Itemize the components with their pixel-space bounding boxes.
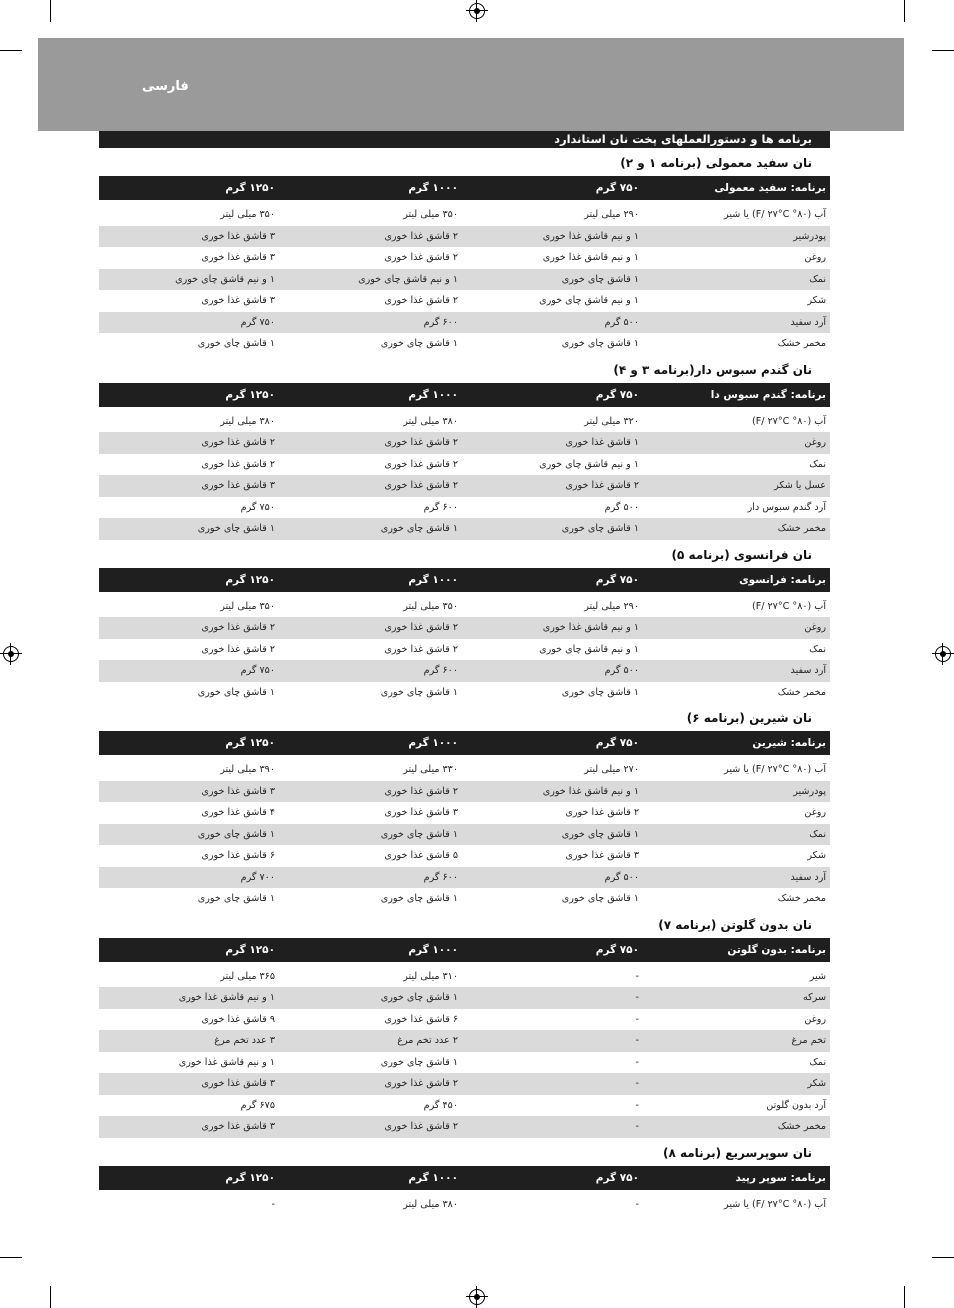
ingredient-name: آب (۸۰° F/ ۲۷°C) یا شیر	[724, 209, 826, 220]
ingredient-name: نمک	[809, 1056, 826, 1068]
ingredient-amount: ۳۲۰ میلی لیتر	[584, 415, 639, 427]
ingredient-amount: ۳ قاشق غذا خوری	[565, 850, 639, 861]
ingredient-name: سرکه	[802, 992, 826, 1003]
ingredient-amount: ۵۰۰ گرم	[604, 501, 639, 513]
table-row	[99, 1052, 830, 1074]
ingredient-name: مخمر خشک	[777, 1121, 826, 1132]
crop-mark	[932, 1257, 954, 1258]
ingredient-amount: ۲ قاشق غذا خوری	[201, 437, 275, 448]
weight-column-header: ۷۵۰ گرم	[595, 943, 639, 956]
table-row	[99, 432, 830, 454]
weight-column-header: ۱۰۰۰ گرم	[408, 388, 458, 401]
ingredient-amount: ۶ قاشق غذا خوری	[384, 1013, 458, 1025]
section-title: نان گندم سبوس دار(برنامه ۳ و ۴)	[613, 362, 812, 377]
ingredient-amount: ۱ و نیم قاشق غذا خوری	[542, 252, 639, 263]
section-title: نان فرانسوی (برنامه ۵)	[671, 547, 812, 562]
ingredient-amount: ۲ قاشق غذا خوری	[384, 437, 458, 448]
section-title: نان سفید معمولی (برنامه ۱ و ۲)	[620, 156, 812, 170]
ingredient-amount: ۹ قاشق غذا خوری	[201, 1013, 275, 1025]
table-row	[99, 518, 830, 540]
table-row	[99, 1116, 830, 1138]
table-row	[99, 497, 830, 519]
ingredient-amount: ۱ و نیم قاشق چای خوری	[539, 458, 639, 470]
table-row	[99, 867, 830, 889]
ingredient-amount: ۲۹۰ میلی لیتر	[584, 209, 639, 220]
ingredient-amount: ۳۵۰ میلی لیتر	[403, 209, 458, 220]
table-row	[99, 888, 830, 910]
ingredient-amount: ۱ قاشق چای خوری	[561, 523, 639, 534]
ingredient-name: روغن	[804, 437, 826, 448]
ingredient-amount: ۲ قاشق غذا خوری	[384, 643, 458, 655]
table-row	[99, 617, 830, 639]
table-row	[99, 966, 830, 988]
ingredient-name: نمک	[809, 458, 826, 470]
ingredient-amount: ۲ قاشق غذا خوری	[384, 458, 458, 470]
ingredient-amount: ۶۰۰ گرم	[423, 501, 458, 513]
ingredient-amount: ۳۸۰ میلی لیتر	[220, 415, 275, 427]
ingredient-name: شکر	[807, 1078, 826, 1089]
section-title: نان شیرین (برنامه ۶)	[686, 711, 812, 725]
ingredient-amount: ۲ قاشق غذا خوری	[384, 230, 458, 242]
ingredient-amount: ۲ قاشق غذا خوری	[384, 480, 458, 491]
program-name-header: برنامه: سفید معمولی	[714, 182, 826, 194]
ingredient-amount: ۱ قاشق چای خوری	[380, 523, 458, 534]
ingredient-amount: ۲ قاشق غذا خوری	[565, 807, 639, 818]
ingredient-name: شکر	[807, 295, 826, 306]
table-row	[99, 759, 830, 781]
ingredient-amount: -	[635, 1078, 639, 1089]
table-row	[99, 454, 830, 476]
table-row	[99, 312, 830, 334]
table-row	[99, 204, 830, 226]
table-row	[99, 781, 830, 803]
table-row	[99, 411, 830, 433]
weight-column-header: ۷۵۰ گرم	[595, 388, 639, 401]
ingredient-amount: ۱ قاشق غذا خوری	[565, 437, 639, 448]
ingredient-amount: ۳ قاشق غذا خوری	[201, 785, 275, 797]
ingredient-name: پودرشیر	[793, 785, 826, 797]
document-title: برنامه ها و دستورالعملهای پخت نان استاندارد	[99, 131, 830, 148]
ingredient-amount: ۲ قاشق غذا خوری	[384, 252, 458, 263]
ingredient-amount: -	[635, 1013, 639, 1025]
ingredient-amount: -	[635, 970, 639, 982]
ingredient-amount: ۳۱۰ میلی لیتر	[403, 970, 458, 982]
weight-column-header: ۱۲۵۰ گرم	[225, 573, 275, 586]
ingredient-name: آب (۸۰° F/ ۲۷°C)	[751, 600, 826, 612]
ingredient-amount: ۶۰۰ گرم	[423, 316, 458, 328]
ingredient-name: روغن	[804, 252, 826, 263]
ingredient-amount: ۵ قاشق غذا خوری	[384, 850, 458, 861]
ingredient-amount: ۳ قاشق غذا خوری	[201, 1121, 275, 1132]
ingredient-amount: -	[635, 1056, 639, 1068]
ingredient-amount: ۱ قاشق چای خوری	[380, 992, 458, 1003]
table-row	[99, 682, 830, 704]
ingredient-amount: ۳ قاشق غذا خوری	[384, 807, 458, 818]
table-row	[99, 987, 830, 1009]
ingredient-amount: ۳ قاشق غذا خوری	[201, 1078, 275, 1089]
ingredient-amount: ۲ قاشق غذا خوری	[201, 458, 275, 470]
ingredient-amount: ۲ قاشق غذا خوری	[384, 785, 458, 797]
ingredient-name: پودرشیر	[793, 230, 826, 242]
ingredient-amount: ۳۹۰ میلی لیتر	[220, 764, 275, 775]
ingredient-amount: -	[271, 1198, 275, 1210]
ingredient-amount: ۷۵۰ گرم	[240, 316, 275, 328]
ingredient-amount: ۴۵۰ گرم	[423, 1099, 458, 1111]
ingredient-amount: ۳ عدد تخم مرغ	[214, 1035, 275, 1046]
table-row	[99, 1030, 830, 1052]
registration-mark-icon	[469, 3, 485, 19]
ingredient-name: آب (۸۰° F/ ۲۷°C) یا شیر	[724, 764, 826, 775]
ingredient-amount: ۷۵۰ گرم	[240, 665, 275, 676]
ingredient-name: آرد بدون گلوتن	[766, 1099, 826, 1111]
crop-mark	[904, 0, 905, 22]
ingredient-amount: ۷۵۰ گرم	[240, 501, 275, 513]
ingredient-amount: ۲ قاشق غذا خوری	[384, 1078, 458, 1089]
ingredient-amount: ۱ قاشق چای خوری	[380, 893, 458, 904]
weight-column-header: ۱۰۰۰ گرم	[408, 182, 458, 194]
table-row	[99, 247, 830, 269]
ingredient-amount: ۲ قاشق غذا خوری	[201, 643, 275, 655]
ingredient-amount: ۱ و نیم قاشق چای خوری	[539, 295, 639, 306]
ingredient-name: نمک	[809, 273, 826, 285]
program-name-header: برنامه: بدون گلوتن	[727, 943, 826, 956]
ingredient-amount: ۱ قاشق چای خوری	[197, 686, 275, 698]
weight-column-header: ۷۵۰ گرم	[595, 573, 639, 586]
table-row	[99, 802, 830, 824]
ingredient-name: آرد سفید	[790, 316, 826, 328]
table-row	[99, 639, 830, 661]
weight-column-header: ۱۰۰۰ گرم	[408, 1171, 458, 1184]
weight-column-header: ۷۵۰ گرم	[595, 1171, 639, 1184]
table-row	[99, 333, 830, 355]
weight-column-header: ۱۲۵۰ گرم	[225, 1171, 275, 1184]
ingredient-amount: ۳ قاشق غذا خوری	[201, 230, 275, 242]
table-row	[99, 269, 830, 291]
weight-column-header: ۱۰۰۰ گرم	[408, 573, 458, 586]
ingredient-amount: ۱ قاشق چای خوری	[380, 338, 458, 349]
ingredient-name: آرد گندم سبوس دار	[747, 501, 826, 513]
ingredient-amount: -	[635, 1198, 639, 1210]
ingredient-name: مخمر خشک	[777, 338, 826, 349]
ingredient-amount: ۱ قاشق چای خوری	[561, 828, 639, 840]
ingredient-amount: -	[635, 992, 639, 1003]
ingredient-amount: ۳۸۰ میلی لیتر	[403, 415, 458, 427]
language-label: فارسی	[142, 79, 189, 94]
registration-mark-icon	[935, 646, 951, 662]
ingredient-name: نمک	[809, 828, 826, 840]
crop-mark	[0, 50, 22, 51]
weight-column-header: ۱۰۰۰ گرم	[408, 737, 458, 749]
table-row	[99, 1009, 830, 1031]
ingredient-name: تخم مرغ	[791, 1035, 826, 1046]
ingredient-name: روغن	[804, 807, 826, 818]
table-header-row	[99, 731, 830, 755]
ingredient-amount: ۱ قاشق چای خوری	[561, 273, 639, 285]
table-row	[99, 475, 830, 497]
ingredient-amount: ۱ و نیم قاشق چای خوری	[539, 643, 639, 655]
ingredient-name: نمک	[809, 643, 826, 655]
ingredient-name: آرد سفید	[790, 871, 826, 883]
ingredient-name: شکر	[807, 850, 826, 861]
program-name-header: برنامه: سوپر رپید	[735, 1171, 826, 1184]
ingredient-amount: ۳۳۰ میلی لیتر	[403, 764, 458, 775]
ingredient-amount: -	[635, 1121, 639, 1132]
table-header-row	[99, 938, 830, 962]
ingredient-amount: ۱ و نیم قاشق غذا خوری	[178, 1056, 275, 1068]
ingredient-amount: ۱ قاشق چای خوری	[197, 828, 275, 840]
table-row	[99, 1073, 830, 1095]
crop-mark	[50, 0, 51, 22]
ingredient-amount: ۲۷۰ میلی لیتر	[584, 764, 639, 775]
ingredient-amount: ۲ عدد تخم مرغ	[397, 1035, 458, 1046]
ingredient-name: شیر	[809, 970, 826, 982]
table-row	[99, 226, 830, 248]
ingredient-amount: ۱ قاشق چای خوری	[561, 686, 639, 698]
ingredient-amount: ۳ قاشق غذا خوری	[201, 295, 275, 306]
ingredient-amount: ۲ قاشق غذا خوری	[384, 295, 458, 306]
ingredient-amount: ۲ قاشق غذا خوری	[201, 622, 275, 633]
weight-column-header: ۱۰۰۰ گرم	[408, 943, 458, 956]
program-name-header: برنامه: گندم سبوس دا	[710, 388, 826, 401]
crop-mark	[50, 1286, 51, 1308]
ingredient-amount: ۶۰۰ گرم	[423, 665, 458, 676]
table-row	[99, 824, 830, 846]
program-name-header: برنامه: فرانسوی	[739, 573, 826, 586]
ingredient-amount: ۱ و نیم قاشق چای خوری	[358, 273, 458, 285]
ingredient-amount: ۱ قاشق چای خوری	[197, 338, 275, 349]
ingredient-amount: ۶ قاشق غذا خوری	[201, 850, 275, 861]
ingredient-amount: ۳ قاشق غذا خوری	[201, 252, 275, 263]
ingredient-amount: ۱ و نیم قاشق غذا خوری	[542, 230, 639, 242]
ingredient-name: روغن	[804, 622, 826, 633]
table-row	[99, 660, 830, 682]
ingredient-amount: -	[635, 1099, 639, 1111]
ingredient-name: مخمر خشک	[777, 893, 826, 904]
ingredient-amount: ۱ و نیم قاشق غذا خوری	[178, 992, 275, 1003]
ingredient-amount: ۳۵۰ میلی لیتر	[220, 209, 275, 220]
ingredient-amount: ۱ قاشق چای خوری	[197, 523, 275, 534]
ingredient-name: آرد سفید	[790, 665, 826, 676]
weight-column-header: ۷۵۰ گرم	[595, 737, 639, 749]
section-title: نان سوپرسریع (برنامه ۸)	[662, 1145, 812, 1160]
ingredient-amount: ۱ و نیم قاشق غذا خوری	[542, 622, 639, 633]
table-row	[99, 1095, 830, 1117]
recipe-content	[99, 131, 830, 1215]
ingredient-name: مخمر خشک	[777, 523, 826, 534]
ingredient-amount: ۴ قاشق غذا خوری	[201, 807, 275, 818]
table-row	[99, 596, 830, 618]
ingredient-amount: ۲ قاشق غذا خوری	[384, 622, 458, 633]
table-header-row	[99, 176, 830, 200]
table-row	[99, 1194, 830, 1216]
weight-column-header: ۱۲۵۰ گرم	[225, 737, 275, 749]
ingredient-amount: ۵۰۰ گرم	[604, 316, 639, 328]
registration-mark-icon	[469, 1289, 485, 1305]
ingredient-amount: ۱ قاشق چای خوری	[380, 1056, 458, 1068]
ingredient-name: آب (۸۰° F/ ۲۷°C) یا شیر	[724, 1198, 826, 1210]
table-header-row	[99, 568, 830, 592]
table-row	[99, 290, 830, 312]
ingredient-amount: ۳ قاشق غذا خوری	[201, 480, 275, 491]
ingredient-amount: ۳۶۵ میلی لیتر	[220, 970, 275, 982]
weight-column-header: ۱۲۵۰ گرم	[225, 943, 275, 956]
ingredient-amount: ۱ قاشق چای خوری	[561, 893, 639, 904]
ingredient-name: روغن	[804, 1013, 826, 1025]
table-row	[99, 845, 830, 867]
ingredient-amount: ۳۸۰ میلی لیتر	[403, 1198, 458, 1210]
crop-mark	[932, 50, 954, 51]
weight-column-header: ۱۲۵۰ گرم	[225, 388, 275, 401]
weight-column-header: ۷۵۰ گرم	[595, 182, 639, 194]
ingredient-amount: ۱ و نیم قاشق غذا خوری	[542, 785, 639, 797]
ingredient-amount: ۱ قاشق چای خوری	[561, 338, 639, 349]
ingredient-amount: ۶۷۵ گرم	[240, 1099, 275, 1111]
table-header-row	[99, 1166, 830, 1190]
ingredient-amount: ۱ و نیم قاشق چای خوری	[175, 273, 275, 285]
ingredient-amount: -	[635, 1035, 639, 1046]
ingredient-name: مخمر خشک	[777, 686, 826, 698]
program-name-header: برنامه: شیرین	[752, 737, 826, 749]
ingredient-amount: ۲ قاشق غذا خوری	[384, 1121, 458, 1132]
ingredient-name: عسل یا شکر	[774, 480, 826, 491]
ingredient-amount: ۱ قاشق چای خوری	[380, 828, 458, 840]
ingredient-amount: ۲ قاشق غذا خوری	[565, 480, 639, 491]
ingredient-amount: ۱ قاشق چای خوری	[380, 686, 458, 698]
weight-column-header: ۱۲۵۰ گرم	[225, 182, 275, 194]
ingredient-amount: ۵۰۰ گرم	[604, 871, 639, 883]
ingredient-amount: ۷۰۰ گرم	[240, 871, 275, 883]
ingredient-amount: ۲۹۰ میلی لیتر	[584, 600, 639, 612]
section-title: نان بدون گلوتن (برنامه ۷)	[658, 917, 812, 932]
registration-mark-icon	[3, 646, 19, 662]
ingredient-amount: ۵۰۰ گرم	[604, 665, 639, 676]
ingredient-amount: ۶۰۰ گرم	[423, 871, 458, 883]
ingredient-amount: ۱ قاشق چای خوری	[197, 893, 275, 904]
table-header-row	[99, 383, 830, 407]
crop-mark	[0, 1257, 22, 1258]
crop-mark	[904, 1286, 905, 1308]
ingredient-amount: ۳۵۰ میلی لیتر	[220, 600, 275, 612]
ingredient-amount: ۳۵۰ میلی لیتر	[403, 600, 458, 612]
ingredient-name: آب (۸۰° F/ ۲۷°C)	[751, 415, 826, 427]
